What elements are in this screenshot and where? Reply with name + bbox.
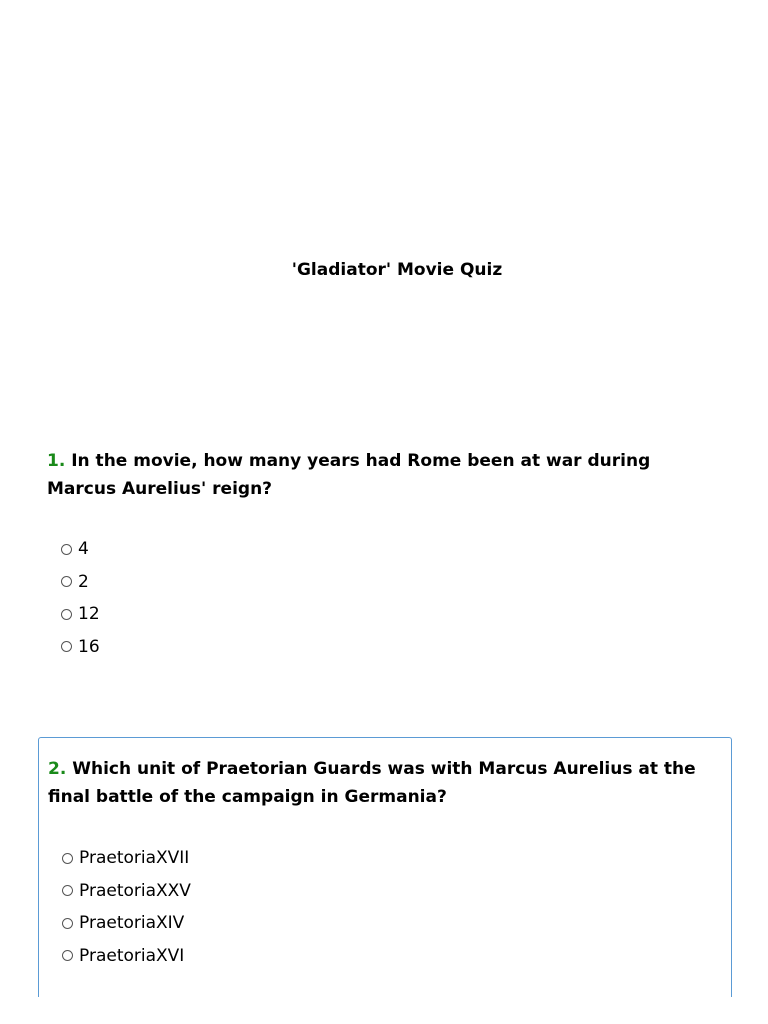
question-2 [38,737,732,997]
answer-option[interactable] [62,875,191,908]
option-label[interactable]: PraetoriaXVI [79,945,185,966]
question-number: 2. [48,759,67,779]
answer-option[interactable] [62,907,191,940]
question-1 [38,438,732,678]
question-prompt: In the movie, how many years had Rome been at war during Marcus Aurelius' reign? [47,451,651,499]
radio-button[interactable] [61,576,72,587]
answer-option[interactable] [61,566,100,599]
option-label[interactable]: PraetoriaXIV [79,913,185,934]
answer-options [62,842,191,972]
option-label[interactable]: 2 [78,571,89,592]
radio-button[interactable] [61,609,72,620]
option-label[interactable]: PraetoriaXXV [79,880,191,901]
radio-button[interactable] [62,950,73,961]
answer-option[interactable] [62,940,191,973]
answer-option[interactable] [61,631,100,664]
page-title: 'Gladiator' Movie Quiz [291,260,503,280]
radio-button[interactable] [61,544,72,555]
answer-option[interactable] [61,598,100,631]
question-number: 1. [47,451,66,471]
question-text [48,755,707,811]
radio-button[interactable] [62,853,73,864]
answer-option[interactable] [61,533,100,566]
radio-button[interactable] [61,641,72,652]
radio-button[interactable] [62,885,73,896]
answer-options [61,533,100,663]
option-label[interactable]: 16 [78,636,100,657]
radio-button[interactable] [62,918,73,929]
answer-option[interactable] [62,842,191,875]
option-label[interactable]: PraetoriaXVII [79,848,190,869]
option-label[interactable]: 12 [78,604,100,625]
question-prompt: Which unit of Praetorian Guards was with Marcus Aurelius at the final battle of the campaign in Germania? [48,759,696,807]
question-text [47,447,708,503]
option-label[interactable]: 4 [78,539,89,560]
